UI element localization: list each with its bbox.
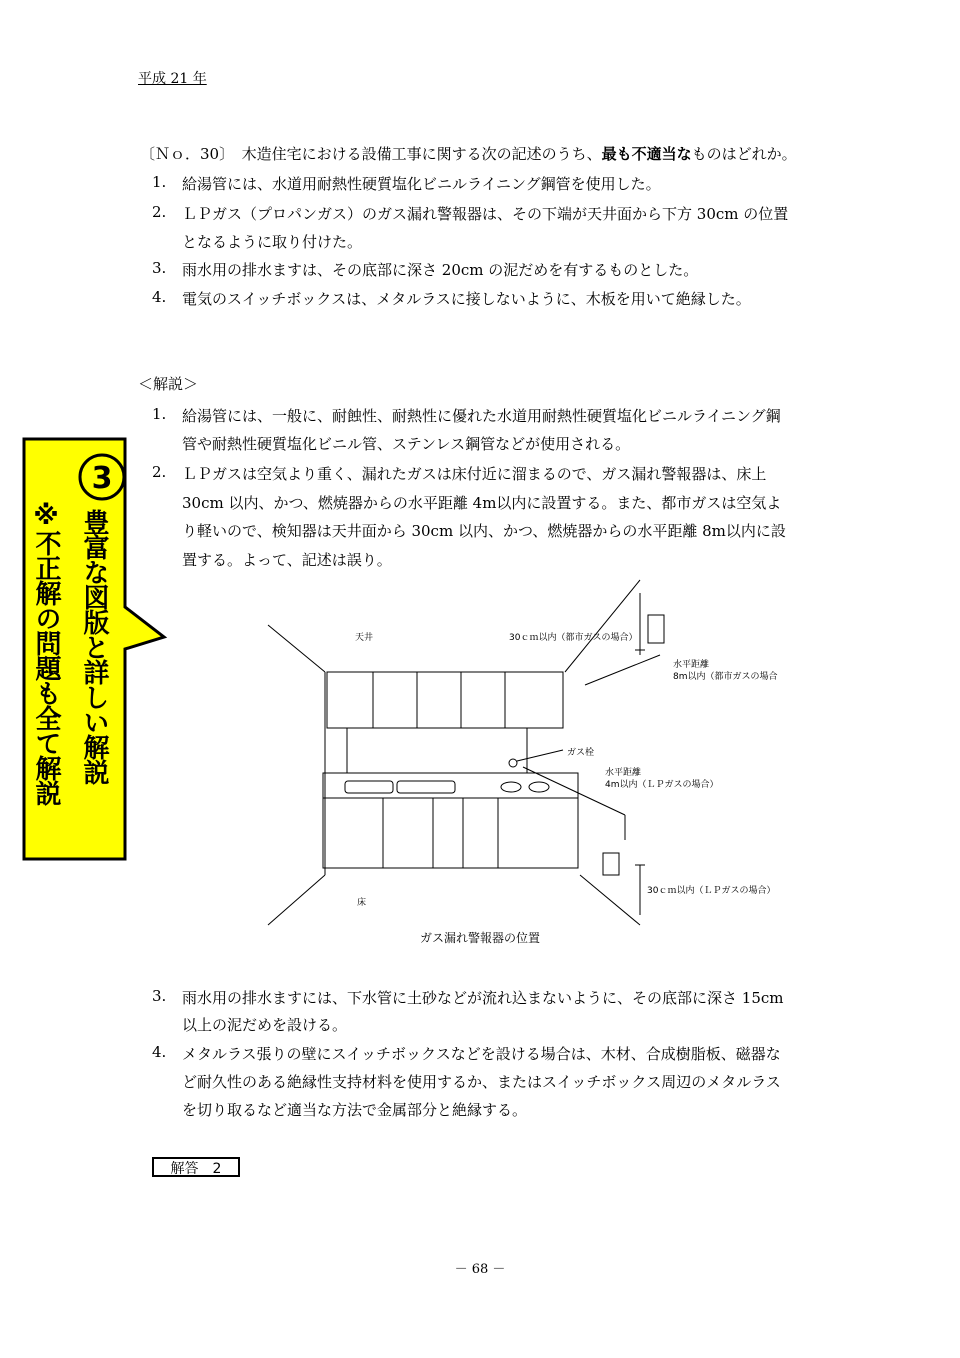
label-floor: 床 [357,898,367,908]
explanation-number: 1. [152,405,167,423]
lp-gas-alarm [603,853,619,875]
label-ceiling: 天井 [355,633,374,643]
floor-left-line [268,875,325,925]
explanation-4-line-2: ど耐久性のある絶縁性支持材料を使用するか、またはスイッチボックス周辺のメタルラス [182,1073,781,1091]
option-number: 4. [152,288,167,306]
gas-tap [509,759,517,767]
option-number: 1. [152,173,167,191]
question-stem-text-end: ものはどれか。 [691,145,797,163]
floor-right-line [580,875,640,925]
explanation-2-line-2: 30cm 以内、かつ、燃焼器からの水平距離 4m以内に設置する。また、都市ガスは空気よ [182,494,782,512]
kitchen-diagram-svg [255,575,815,950]
explanation-number: 3. [152,987,167,1005]
label-lp-horizontal-2: 4m以内（ＬＰガスの場合） [605,780,719,790]
page-number: － 68 － [454,1262,506,1277]
promo-callout [22,437,172,862]
explanation-3-line-2: 以上の泥だめを設ける。 [182,1016,348,1034]
explanation-2-line-1: ＬＰガスは空気より重く、漏れたガスは床付近に溜まるので、ガス漏れ警報器は、床上 [182,465,767,483]
callout-line-2: ※不正解の問題も全て解説 [31,501,61,805]
label-lp-floor: 30ｃｍ以内（ＬＰガスの場合） [647,886,776,896]
label-lp-horizontal-1: 水平距離 [605,768,642,778]
lower-cabinet [323,798,578,868]
burner-right [529,782,549,792]
sink-right [397,781,455,793]
explanation-3-line-1: 雨水用の排水ますには、下水管に土砂などが流れ込まないように、その底部に深さ 15cm [182,989,784,1007]
callout-line-1: 豊富な図版と詳しい解説 [79,509,109,784]
option-1-line-1: 給湯管には、水道用耐熱性硬質塩化ビニルライニング鋼管を使用した。 [182,175,661,193]
countertop [323,773,578,798]
sink-left [345,781,393,793]
explanation-heading: ＜解説＞ [138,375,199,393]
answer-box: 解答 2 [152,1157,240,1177]
ceiling-left-line [268,625,325,672]
callout-number: 3 [91,461,113,496]
explanation-4-line-1: メタルラス張りの壁にスイッチボックスなどを設ける場合は、木材、合成樹脂板、磁器な [182,1045,781,1063]
option-number: 2. [152,203,167,221]
ceiling-right-line [565,580,640,672]
gas-alarm-diagram [255,575,815,950]
backsplash [347,728,527,773]
upper-cabinet [327,672,563,728]
question-number: 〔Ｎｏ．30〕 [140,145,227,163]
option-2-line-1: ＬＰガス（プロパンガス）のガス漏れ警報器は、その下端が天井面から下方 30cm の位置 [182,205,789,223]
figure-caption: ガス漏れ警報器の位置 [419,931,540,945]
question-stem [140,143,797,164]
burner-left [501,782,521,792]
label-city-gas-horizontal-2: 8m以内（都市ガスの場合 [673,672,778,682]
question-stem-emphasis: 最も不適当な [601,145,692,163]
option-2-line-2: となるように取り付けた。 [182,233,363,251]
explanation-2-line-3: り軽いので、検知器は天井面から 30cm 以内、かつ、燃焼器からの水平距離 8m以内に設 [182,522,786,540]
explanation-1-line-2: 管や耐熱性硬質塩化ビニル管、ステンレス鋼管などが使用される。 [182,435,631,453]
explanation-4-line-3: を切り取るなど適当な方法で金属部分と絶縁する。 [182,1101,528,1119]
option-4-line-1: 電気のスイッチボックスは、メタルラスに接しないように、木板を用いて絶縁した。 [182,290,751,308]
explanation-number: 4. [152,1043,167,1061]
label-city-gas-horizontal-1: 水平距離 [673,660,710,670]
explanation-2-line-4: 置する。よって、記述は誤り。 [182,551,392,569]
explanation-1-line-1: 給湯管には、一般に、耐蝕性、耐熱性に優れた水道用耐熱性硬質塩化ビニルライニング鋼 [182,407,781,425]
option-number: 3. [152,259,167,277]
page-year-header: 平成 21 年 [138,71,207,87]
label-gas-tap: ガス栓 [567,748,595,758]
question-stem-text: 木造住宅における設備工事に関する次の記述のうち、 [226,145,602,163]
explanation-number: 2. [152,463,167,481]
option-3-line-1: 雨水用の排水ますは、その底部に深さ 20cm の泥だめを有するものとした。 [182,261,699,279]
city-gas-alarm [648,615,664,643]
label-city-gas-ceiling: 30ｃｍ以内（都市ガスの場合） [509,633,638,643]
